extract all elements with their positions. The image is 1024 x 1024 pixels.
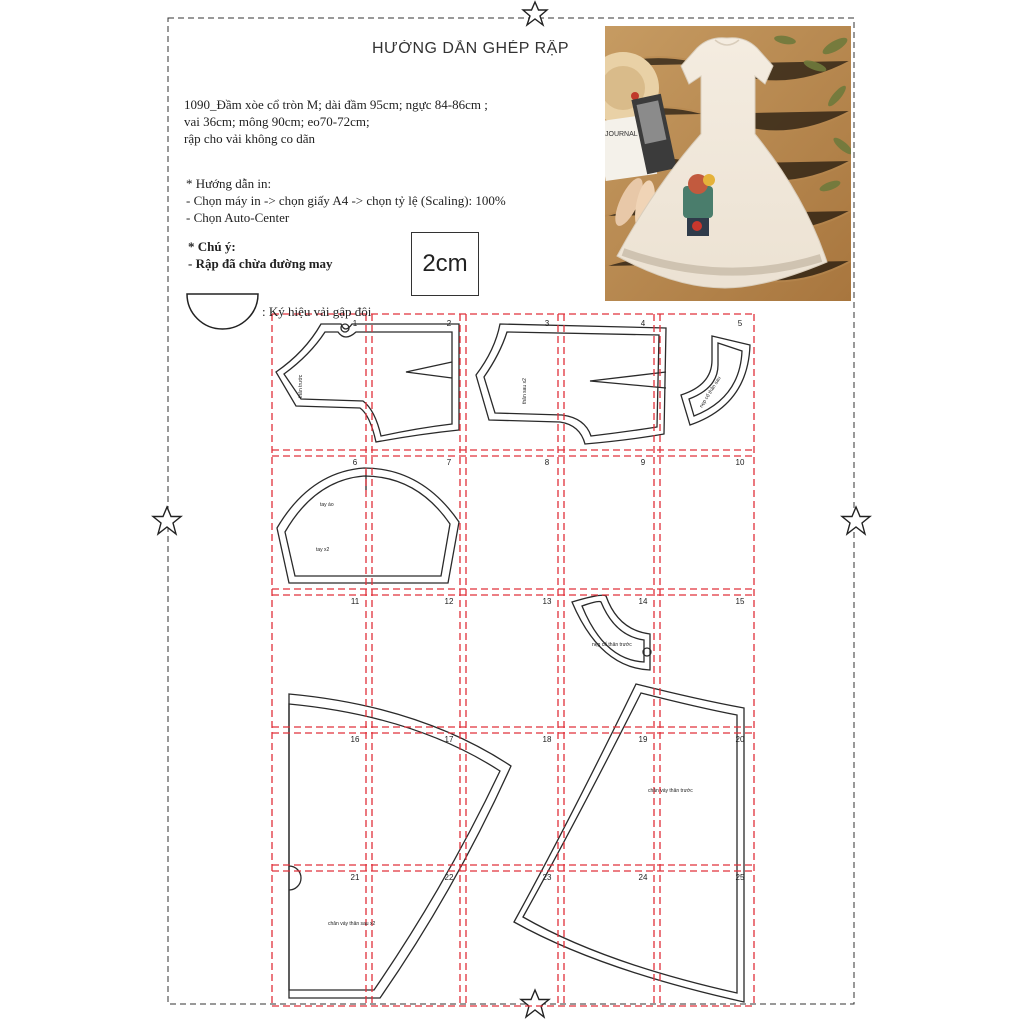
label-back-bodice: thân sau x2 — [522, 378, 528, 404]
sleeve-inner — [285, 476, 450, 576]
back-skirt-piece — [289, 694, 511, 998]
sleeve-piece — [277, 468, 459, 583]
tile-number: 11 — [350, 597, 360, 606]
tile-number: 16 — [350, 735, 360, 744]
tile-number: 9 — [640, 458, 646, 467]
registration-star-left — [153, 507, 181, 534]
front-neck-facing-piece — [572, 595, 650, 670]
tile-number: 20 — [735, 735, 745, 744]
tile-number: 7 — [446, 458, 452, 467]
fold-symbol-label: : Ký hiệu vải gập đôi — [262, 304, 372, 319]
note-block — [188, 238, 333, 272]
front-skirt-inner — [523, 693, 737, 993]
tile-number: 25 — [735, 873, 745, 882]
tile-number: 17 — [444, 735, 454, 744]
front-bodice-dart — [406, 362, 452, 378]
tile-number: 8 — [544, 458, 550, 467]
label-sleeve-top: tay áo — [320, 502, 334, 508]
tile-grid — [272, 314, 754, 1006]
tile-number: 6 — [352, 458, 358, 467]
product-photo-image — [605, 26, 851, 301]
back-skirt-notch — [289, 866, 301, 890]
registration-star-right — [842, 507, 870, 534]
tile-number: 5 — [737, 319, 743, 328]
tile-number: 23 — [542, 873, 552, 882]
label-sleeve-bottom: tay x2 — [316, 547, 330, 553]
note-text: - Rập đã chừa đường may — [188, 256, 333, 271]
back-skirt-inner — [289, 704, 500, 990]
photo-journal-text: JOURNAL — [605, 131, 638, 138]
label-front-neck-facing: nẹp cổ thân trước — [592, 642, 632, 648]
label-front-skirt: chân váy thân trước — [648, 788, 693, 794]
tile-number: 24 — [638, 873, 648, 882]
label-front-bodice: thân trước — [298, 374, 304, 398]
tile-number: 22 — [444, 873, 454, 882]
label-neck-facing: nẹp cổ thân sau — [698, 375, 723, 410]
tile-number: 3 — [544, 319, 550, 328]
fold-symbol-icon — [187, 294, 258, 329]
tile-number: 13 — [542, 597, 552, 606]
front-bodice-inner — [284, 332, 452, 436]
tile-number: 19 — [638, 735, 648, 744]
label-back-skirt: chân váy thân sau x2 — [328, 921, 376, 927]
product-info-line: vai 36cm; mông 90cm; eo70-72cm; — [184, 114, 370, 129]
product-info-line: 1090_Đầm xòe cổ tròn M; dài đầm 95cm; ngực 84-86cm ; — [184, 97, 488, 112]
print-guide — [186, 175, 506, 226]
tile-number: 10 — [735, 458, 745, 467]
scale-reference-box — [411, 232, 479, 296]
print-guide-heading: * Hướng dẫn in: — [186, 176, 272, 191]
tile-number: 4 — [640, 319, 646, 328]
tile-number: 15 — [735, 597, 745, 606]
page-title: HƯỚNG DẪN GHÉP RẬP — [372, 40, 570, 57]
tile-number: 2 — [446, 319, 452, 328]
front-skirt-piece — [514, 684, 744, 1002]
note-heading: * Chú ý: — [188, 239, 236, 254]
product-info-line: rập cho vải không co dãn — [184, 131, 316, 146]
tile-number: 1 — [352, 319, 358, 328]
registration-star-bottom — [521, 990, 549, 1017]
piece-labels — [298, 374, 723, 927]
tile-numbers — [351, 319, 745, 882]
back-bodice-piece — [476, 324, 666, 444]
tile-number: 21 — [350, 873, 360, 882]
print-guide-step: - Chọn máy in -> chọn giấy A4 -> chọn tỷ lệ (Scaling): 100% — [186, 193, 506, 208]
pattern-pieces — [276, 324, 750, 1002]
product-info — [184, 96, 488, 147]
tile-number: 12 — [444, 597, 454, 606]
product-photo — [605, 26, 851, 301]
tile-number: 14 — [638, 597, 648, 606]
registration-star-top — [523, 2, 547, 25]
tile-number: 18 — [542, 735, 552, 744]
scale-reference-label: 2cm — [422, 250, 468, 277]
print-guide-step: - Chọn Auto-Center — [186, 210, 290, 225]
